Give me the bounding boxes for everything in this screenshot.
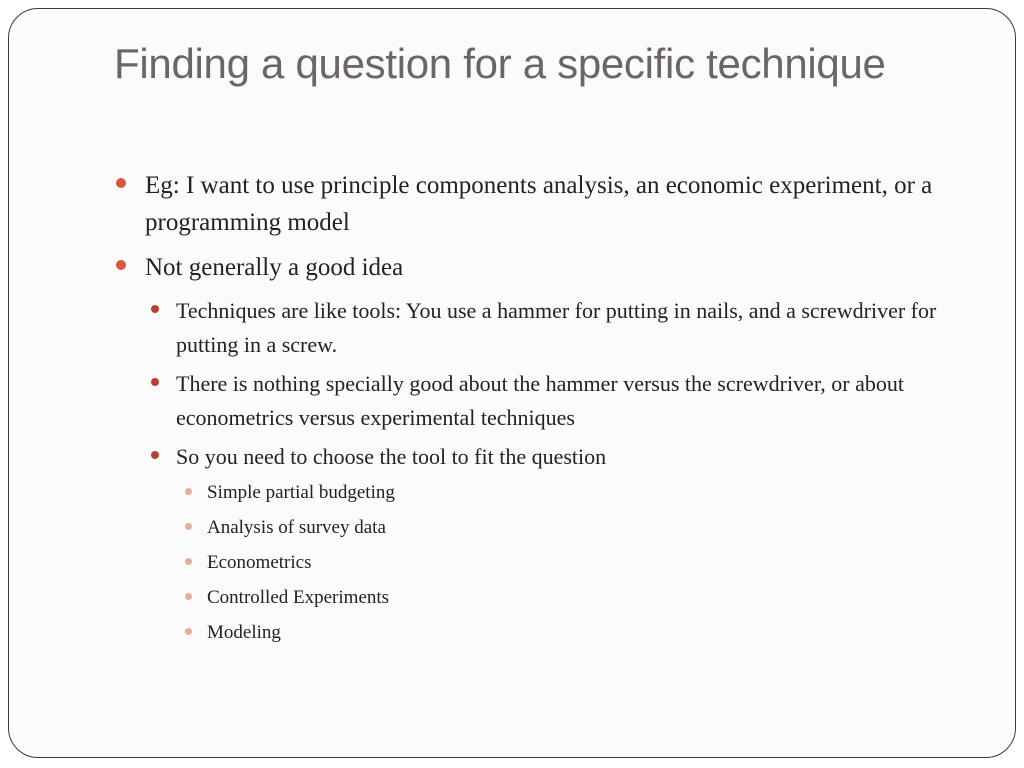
sub-bullet-text: There is nothing specially good about the hammer versus the screwdriver, or about econometrics versus experimental techniques: [176, 371, 904, 430]
sub-bullet-techniques-tools: [145, 294, 973, 362]
tool-item-text: Simple partial budgeting: [207, 482, 395, 503]
bullet-text: Eg: I want to use principle components analysis, an economic experiment, or a programming model: [145, 172, 933, 236]
slide-title: Finding a question for a specific technique: [114, 40, 886, 87]
bullet-dot-icon: [151, 378, 159, 386]
tool-item-survey-data: [176, 514, 973, 542]
sub-bullet-nothing-special: [145, 367, 973, 435]
bullet-dot-icon: [116, 260, 126, 270]
bullet-text: Not generally a good idea: [145, 254, 404, 281]
bullet-item-not-good-idea: [113, 249, 973, 286]
tool-item-partial-budgeting: [176, 479, 973, 507]
tool-item-text: Econometrics: [207, 552, 312, 573]
tool-item-text: Modeling: [207, 622, 281, 643]
tool-item-text: Controlled Experiments: [207, 587, 390, 608]
sub-bullet-text: Techniques are like tools: You use a hammer for putting in nails, and a screwdriver for putting in a screw.: [176, 298, 937, 357]
bullet-dot-icon: [151, 451, 159, 459]
bullet-list: [113, 167, 973, 654]
slide-frame: [8, 8, 1016, 758]
bullet-dot-icon: [185, 523, 192, 530]
tool-item-controlled-experiments: [176, 584, 973, 612]
bullet-dot-icon: [185, 558, 192, 565]
bullet-dot-icon: [185, 488, 192, 495]
tool-item-econometrics: [176, 549, 973, 577]
bullet-dot-icon: [151, 305, 159, 313]
sub-bullet-choose-tool: [145, 440, 973, 474]
tool-item-modeling: [176, 619, 973, 647]
bullet-dot-icon: [185, 593, 192, 600]
tool-item-text: Analysis of survey data: [207, 517, 386, 538]
bullet-dot-icon: [185, 628, 192, 635]
sub-bullet-text: So you need to choose the tool to fit the question: [176, 444, 607, 469]
bullet-dot-icon: [116, 178, 126, 188]
bullet-item-example: [113, 167, 973, 241]
